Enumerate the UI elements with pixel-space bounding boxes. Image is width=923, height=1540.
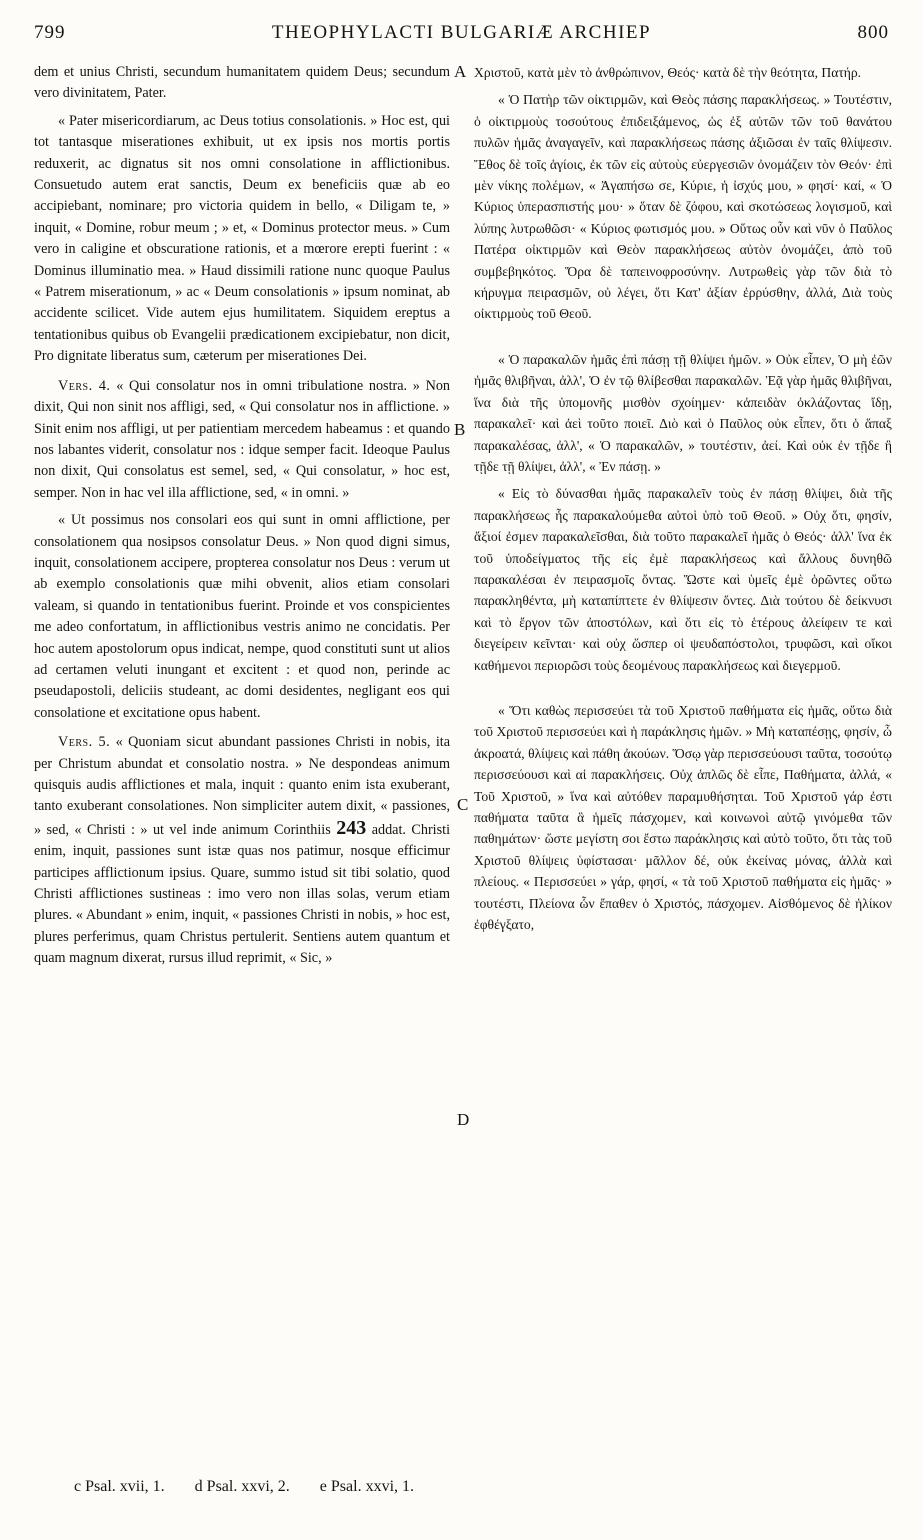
latin-paragraph-1: dem et unius Christi, secundum humanitatem quidem Deus; secundum vero divinitatem, Pater. (34, 64, 450, 102)
column-number: 243 (336, 816, 367, 839)
greek-paragraph-5: « Ὅτι καθὼς περισσεύει τὰ τοῦ Χριστοῦ παθήματα εἰς ἡμᾶς, οὕτω διὰ τοῦ Χριστοῦ περισσεύει καὶ ἡ παράκλησις ἡμῶν. » Μὴ καταπέσῃς, φησίν, ὦ ἀκροατά, θλίψεις καὶ πάθη ἀκούων. Ὅσῳ γὰρ περισσεύουσι ταῦτα, τοσούτῳ περισσεύουσι καὶ αἱ παρακλήσεις. Οὐχ ἁπλῶς δὲ εἶπε, Παθήματα, ἀλλά, « Τοῦ Χριστοῦ, » ἵνα καὶ αὐτόθεν παραμυθήσηται. Τοῦ Χριστοῦ γάρ ἐστι παθήματα ταῦτα ἃ ἡμεῖς πάσχομεν, καὶ κοινωνοὶ αὐτῷ γινόμεθα τῶν παθημάτων· ὥστε μεγίστη σοι ἔστω παράκλησις καὶ αὐτὸ τοῦτο, ὅτι τὰς τοῦ Χριστοῦ θλίψεις ὑφίστασαι· μᾶλλον δέ, οὐκ ἐκείνας μόνας, ἀλλὰ καὶ πλείους. « Περισσεύει » γάρ, φησί, « τὰ τοῦ Χριστοῦ παθήματα εἰς ἡμᾶς· » τουτέστι, Πλείονα ὧν ἔπαθεν ὁ Χριστός, πάσχομεν. Αἰσθόμενος δὲ ἡλίκον ἐφθέγξατο, (474, 702, 892, 933)
page-number-right: 800 (857, 22, 889, 43)
margin-marker-c: C (457, 795, 469, 814)
greek-paragraph-2: « Ὁ Πατὴρ τῶν οἰκτιρμῶν, καὶ Θεὸς πάσης παρακλήσεως. » Τουτέστιν, ὁ οἰκτιρμοὺς τοσούτους ἐπιδειξάμενος, ὡς ἐξ αὐτῶν τῶν τοῦ θανάτου πυλῶν ἡμᾶς ἀναγαγεῖν, καὶ παρακλήσεως πάσης ἀξιῶσαι ἐν ταῖς θλίψεσιν. Ἔθος δὲ τοῖς ἁγίοις, ἐκ τῶν εἰς αὐτοὺς εὐεργεσιῶν ὀνομάζειν τὸν Θεόν· ἐπὶ μὲν νίκης πολέμων, « Ἀγαπήσω σε, Κύριε, ἡ ἰσχύς μου, » φησί· καί, « Ὁ Κύριος ὑπερασπιστής μου· » ὅταν δὲ ζόφου, καὶ σκοτώσεως λογισμοῦ, καὶ λύπης λυτρωθῶσι· « Κύριος φωτισμός μου. » Οὕτως οὖν καὶ νῦν ὁ Παῦλος Πατέρα οἰκτιρμῶν καὶ Θεὸν παρακλήσεως αὐτὸν ὀνομάζει, ἀπὸ τοῦ συμβεβηκότος. Ὅρα δὲ ταπεινοφροσύνην. Λυτρωθεὶς γὰρ τῶν διὰ τὸ κήρυγμα πειρασμῶν, οὐ λέγει, ὅτι Κατ' ἀξίαν ἐρρύσθην, ἀλλά, Διὰ τοὺς οἰκτιρμοὺς τοῦ Θεοῦ. (474, 92, 892, 322)
footnote-c: c Psal. xvii, 1. (74, 1478, 165, 1495)
latin-paragraph-5-text-b: addat. Christi enim, inquit, passiones sunt istæ quas nos patimur, nosque efficimur participes afflictionum ipsius. Quare, summo istud sit tibi solatio, quod Christi afflictiones sustineas : imo vero non illas solas, verum etiam plures. « Abundant » enim, inquit, « passiones Christi in nobis, » hoc est, plures perferimus, quam Christus pertulerit. Sentiens autem quantum et quam magnum dixerat, rursus illud reprimit, « Sic, » (34, 821, 451, 967)
latin-paragraph-4: « Ut possimus nos consolari eos qui sunt in omni afflictione, per consolationem qua nosipsos consolatur Deus. » Non quod digni simus, inquit, consolationem accipere, propterea consolatur nos Deus : verum ut ab exemplo consolationis quæ mihi obvenit, alios etiam consolari valeam, si quando in tentationibus fuerint. Proinde et vos conspicientes me adeo confortatum, in afflictionibus vestris animo ne concidatis. Per hoc autem apostolorum opus indicat, nempe, quod constituti sunt ut alios ad certamen veluti inungant et excitent : et quod non, perinde ac pseudapostoli, deliciis studeant, ac domi desidentes, negligant eos qui consolatione et excitatione opus habent. (34, 512, 450, 721)
running-header (34, 22, 889, 48)
margin-marker-a: A (454, 62, 467, 81)
page-number-left: 799 (34, 22, 66, 43)
latin-column (34, 62, 450, 970)
footnotes (74, 1478, 440, 1496)
greek-column (474, 62, 892, 935)
footnote-e: e Psal. xxvi, 1. (319, 1478, 415, 1495)
greek-paragraph-4: « Εἰς τὸ δύνασθαι ἡμᾶς παρακαλεῖν τοὺς ἐν πάσῃ θλίψει, διὰ τῆς παρακλήσεως ἧς παρακαλούμεθα αὐτοὶ ὑπὸ τοῦ Θεοῦ. » Οὐχ ὅτι, φησίν, ἄξιοί ἐσμεν παρακαλεῖσθαι, διὰ τοῦτο παρακαλεῖ ἡμᾶς ὁ Θεός· ἀλλ' ἵνα ἐκ τοῦ ὑποδείγματος τῆς εἰς ἐμὲ παρακλήσεως καὶ ἄλλους δυνηθῶ παρακαλέσαι ἐν πειρασμοῖς ὄντας. Ὥστε καὶ ὑμεῖς ἐμὲ ὁρῶντες οὕτω παρακληθέντα, μὴ καταπίπτετε ἐν θλίψεσιν ὄντες. Διὰ τούτου δὲ δείκνυσι καὶ τὸ ἔργον τῶν ἀποστόλων, καὶ ὅτι εἰς τὸ ἑτέρους ἀλείφειν τε καὶ διεγείρειν κεῖνται· καὶ οὐχ ὥσπερ οἱ ψευδαπόστολοι, τρυφῶσι, καὶ οἴκοι καθήμενοι περιορῶσι τοὺς δεομένους παρακλήσεως καὶ διεγερμοῦ. (474, 486, 892, 673)
running-title: THEOPHYLACTI BULGARIÆ ARCHIEP (271, 22, 652, 43)
footnote-d: d Psal. xxvi, 2. (194, 1478, 290, 1495)
latin-paragraph-5 (34, 732, 450, 969)
verse-label-4: Vers. 4. (58, 377, 111, 394)
latin-paragraph-3 (34, 376, 450, 504)
latin-paragraph-3-text: « Qui consolatur nos in omni tribulatione nostra. » Non dixit, Qui non sinit nos affligi, sed, « Qui consolatur nos in afflictione. » Sinit enim nos affligi, ut per patientiam mercedem habeamus : et quando nos labantes viderit, consolatur nos : idque semper facit. Ideoque Paulus non dixit, Qui consolatus est semel, sed, « Qui consolatur, » hoc est, semper. Non in hac vel illa afflictione, sed, « in omni. » (34, 377, 451, 501)
verse-label-5: Vers. 5. (58, 734, 111, 751)
latin-paragraph-2: « Pater misericordiarum, ac Deus totius consolationis. » Hoc est, qui tot tantasque miserationes exhibuit, ut ex ipsis nos mortis portis reduxerit, ac dignatus sit nos omni consolatione in afflictionibus. Consuetudo autem erat sanctis, Deum ex beneficiis quæ ab eo accipiebant, nominare; pro victoria quidem in bello, « Diligam te, » inquit, « Domine, robur meum ; » et, « Dominus protector meus. » Cum vero in caligine et obscuratione rationis, et a mœrore erepti fuerint : « Dominus illuminatio mea. » Haud dissimili ratione nunc quoque Paulus « Patrem miserationum, » ac « Deum consolationis » ipsum nominat, ab accidente scilicet. Vide autem ejus humilitatem. Siquidem ereptus a tentationibus quibus ob Evangelii prædicationem excipiebatur, non dicit, Pro dignitate liberatus sum, cæterum per miserationes Dei. (34, 112, 450, 365)
greek-paragraph-1: Χριστοῦ, κατὰ μὲν τὸ ἀνθρώπινον, Θεός· κατὰ δὲ τὴν θεότητα, Πατήρ. (474, 65, 862, 80)
latin-paragraph-5-text-a: « Quoniam sicut abundant passiones Christi in nobis, ita per Christum abundat et consolatio nostra. » Ne despondeas animum quisquis audis afflictiones et mala, inquit : quanto enim ista exuberant, tanto exuberant consolationes. Non simpliciter autem dixit, « passiones, » sed, « Christi : » ut vel inde animum Corinthiis (34, 734, 451, 838)
greek-paragraph-3: « Ὁ παρακαλῶν ἡμᾶς ἐπὶ πάσῃ τῇ θλίψει ἡμῶν. » Οὐκ εἶπεν, Ὁ μὴ ἐῶν ἡμᾶς θλιβῆναι, ἀλλ', Ὁ ἐν τῷ θλίβεσθαι παρακαλῶν. Ἐᾷ γὰρ ἡμᾶς θλιβῆναι, ἵνα διὰ τῆς ὑπομονῆς μισθὸν σχοίημεν· κἀπειδὰν ὀκλάζοντας ἴδῃ, παρακαλεῖ· καὶ ἀεὶ τοῦτο ποιεῖ. Διὸ καὶ ὁ Παῦλος οὐκ εἶπεν, ὅτι ὁ ἅπαξ παρακαλέσας, ἀλλ', « Ὁ παρακαλῶν, » τουτέστιν, ἀεί. Καὶ οὐκ ἐν τῇδε ἢ τῇδε τῇ θλίψει, ἀλλ', « Ἐν πάσῃ. » (474, 351, 892, 474)
margin-marker-d: D (457, 1110, 470, 1129)
margin-marker-b: B (454, 420, 466, 439)
